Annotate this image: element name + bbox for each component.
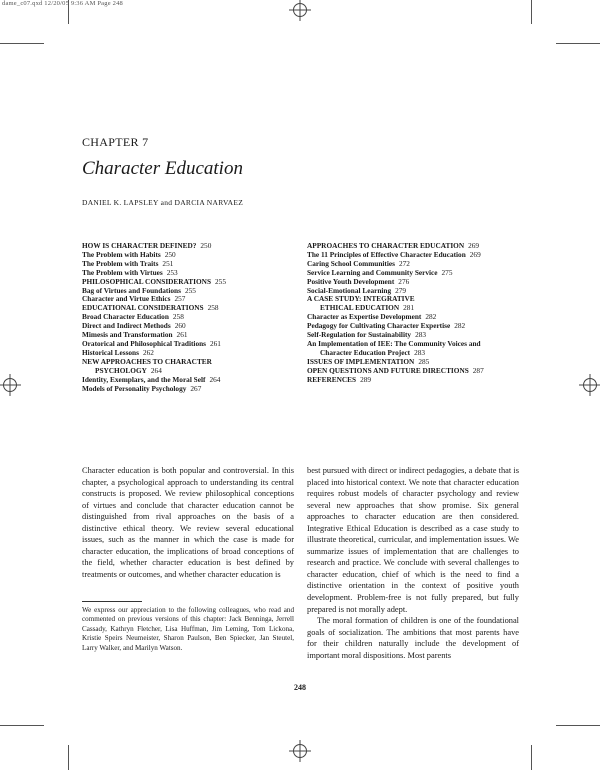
footnote-rule [82, 601, 142, 602]
toc-entry-title: Direct and Indirect Methods [82, 321, 171, 331]
toc-entry-title: Service Learning and Community Service [307, 267, 438, 277]
toc-entry-page: 282 [454, 321, 466, 331]
registration-target-icon [3, 378, 17, 392]
toc-entry-title: APPROACHES TO CHARACTER EDUCATION [307, 241, 465, 250]
registration-target-icon [293, 3, 307, 17]
toc-entry-title: Positive Youth Development [307, 276, 395, 286]
toc-entry-page: 264 [150, 365, 162, 375]
toc-entry [82, 385, 297, 394]
toc-entry-title: REFERENCES [307, 374, 357, 384]
crop-mark [531, 0, 532, 24]
toc-entry-page: 255 [215, 276, 226, 286]
registration-target-icon [293, 744, 307, 758]
toc-entry-title: Models of Personality Psychology [82, 383, 187, 393]
toc-entry-title: OPEN QUESTIONS AND FUTURE DIRECTIONS [307, 365, 469, 375]
registration-target-icon [583, 378, 597, 392]
crop-mark [68, 0, 69, 24]
toc-entry-page: 281 [403, 303, 415, 313]
toc-entry-page: 289 [360, 374, 372, 384]
toc-entry-title: The Problem with Habits [82, 249, 161, 259]
toc-entry-title: Broad Character Education [82, 312, 169, 322]
toc-entry-title: ETHICAL EDUCATION [320, 303, 400, 313]
toc-entry-title: An Implementation of IEE: The Community Voices and [307, 338, 481, 348]
toc-entry-page: 283 [414, 347, 426, 357]
toc-entry-page: 285 [418, 356, 430, 366]
toc-entry-page: 283 [415, 330, 427, 340]
toc-entry-title: The Problem with Traits [82, 258, 159, 268]
toc-entry-title: Identity, Exemplars, and the Moral Self [82, 374, 206, 384]
chapter-label: CHAPTER 7 [82, 135, 149, 149]
toc-entry-title: Social-Emotional Learning [307, 285, 392, 295]
toc-entry-page: 275 [441, 267, 453, 277]
crop-mark [0, 725, 44, 726]
table-of-contents-left [82, 242, 297, 393]
toc-entry-page: 262 [142, 347, 154, 357]
toc-entry-page: 287 [472, 365, 484, 375]
toc-entry-page: 269 [468, 241, 480, 250]
abstract-paragraph: Character education is both popular and controversial. In this chapter, a psychological approach to understanding its central constructs is proposed. We review philosophical conceptions of virtues and conclude that character education cannot be distinguished from rival approaches on the basis of a distinctive ethical theory. We review several educational issues, such as the manner in which the case is made for character education, the implications of broad conceptions of the field, whether character education is best defined by treatments or outcomes, and whether character education is [82, 466, 294, 579]
crop-mark [0, 43, 44, 44]
crop-mark [68, 745, 69, 770]
intro-paragraph: The moral formation of children is one of the foundational goals of socialization. The ambitions that most parents have for their children naturally include the development of important moral dispositions. Most parents [307, 616, 519, 660]
crop-mark [556, 43, 600, 44]
abstract-paragraph-continued: best pursued with direct or indirect pedagogies, a debate that is placed into historical context. We note that character education requires robust models of character psychology and review several new approaches that show promise. Six general approaches to character education are then considered. Integrative Ethical Education is described as a case study to illustrate theoretical, curricular, and implementation issues. We summarize issues of implementation that are challenges to research and practice. We conclude with several challenges to character education, chief of which is the need to find a distinctive orientation in the context of positive youth development. Problem-free is not fully prepared, but fully prepared is not morally adept. [307, 466, 519, 614]
toc-entry-page: 258 [172, 312, 184, 322]
crop-mark [556, 725, 600, 726]
toc-entry-page: 276 [398, 276, 410, 286]
toc-entry-title: Self-Regulation for Sustainability [307, 330, 412, 340]
toc-entry-page: 253 [166, 267, 178, 277]
toc-entry-title: The 11 Principles of Effective Character Education [307, 249, 466, 259]
toc-entry-title: Pedagogy for Cultivating Character Expertise [307, 321, 451, 331]
body-column-right [307, 465, 519, 661]
acknowledgment-footnote: We express our appreciation to the following colleagues, who read and commented on previous versions of this chapter: Jack Benninga, Jerrell Cassady, Kathryn Fletcher, Lisa Huffman, Jim Leming, Tom Lickona, Kristie Speirs Neumeister, Sharon Paulson, Ben Spiecker, Jan Steutel, Larry Walker, and Marilyn Watson. [82, 606, 294, 652]
toc-entry-title: PSYCHOLOGY [95, 365, 147, 375]
toc-entry-title: HOW IS CHARACTER DEFINED? [82, 241, 197, 250]
crop-mark [531, 745, 532, 770]
toc-entry-page: 261 [210, 338, 221, 348]
toc-entry-page: 250 [200, 241, 212, 250]
toc-entry-title: ISSUES OF IMPLEMENTATION [307, 356, 415, 366]
toc-entry-page: 282 [425, 312, 437, 322]
toc-entry-title: Historical Lessons [82, 347, 139, 357]
table-of-contents-right [307, 242, 522, 385]
toc-entry-page: 251 [162, 258, 174, 268]
toc-entry-title: Mimesis and Transformation [82, 330, 173, 340]
toc-entry-title: Oratorical and Philosophical Traditions [82, 338, 206, 348]
toc-entry-title: A CASE STUDY: INTEGRATIVE [307, 294, 415, 304]
toc-entry [307, 376, 522, 385]
toc-entry-page: 260 [174, 321, 186, 331]
toc-entry-title: Character and Virtue Ethics [82, 294, 171, 304]
toc-entry-page: 264 [209, 374, 221, 384]
toc-entry-page: 272 [398, 258, 410, 268]
toc-entry-title: Caring School Communities [307, 258, 395, 268]
toc-entry-title: Character Education Project [320, 347, 411, 357]
toc-entry-page: 250 [164, 249, 176, 259]
body-column-left [82, 465, 294, 580]
toc-entry-page: 269 [469, 249, 481, 259]
toc-entry-page: 261 [176, 330, 188, 340]
toc-entry-title: PHILOSOPHICAL CONSIDERATIONS [82, 276, 212, 286]
toc-entry-title: Bag of Virtues and Foundations [82, 285, 181, 295]
toc-entry-title: NEW APPROACHES TO CHARACTER [82, 356, 212, 366]
toc-entry-page: 257 [174, 294, 186, 304]
toc-entry-title: The Problem with Virtues [82, 267, 163, 277]
chapter-title: Character Education [82, 158, 243, 179]
toc-entry-page: 255 [184, 285, 196, 295]
toc-entry-page: 267 [190, 383, 202, 393]
toc-entry-page: 258 [207, 303, 219, 313]
page-number: 248 [294, 683, 306, 692]
chapter-authors: DANIEL K. LAPSLEY and DARCIA NARVAEZ [82, 198, 244, 207]
print-slug-line: dame_c07.qxd 12/20/05 9:36 AM Page 248 [2, 0, 123, 7]
toc-entry-page: 279 [395, 285, 407, 295]
toc-entry-title: EDUCATIONAL CONSIDERATIONS [82, 303, 204, 313]
toc-entry-title: Character as Expertise Development [307, 312, 422, 322]
